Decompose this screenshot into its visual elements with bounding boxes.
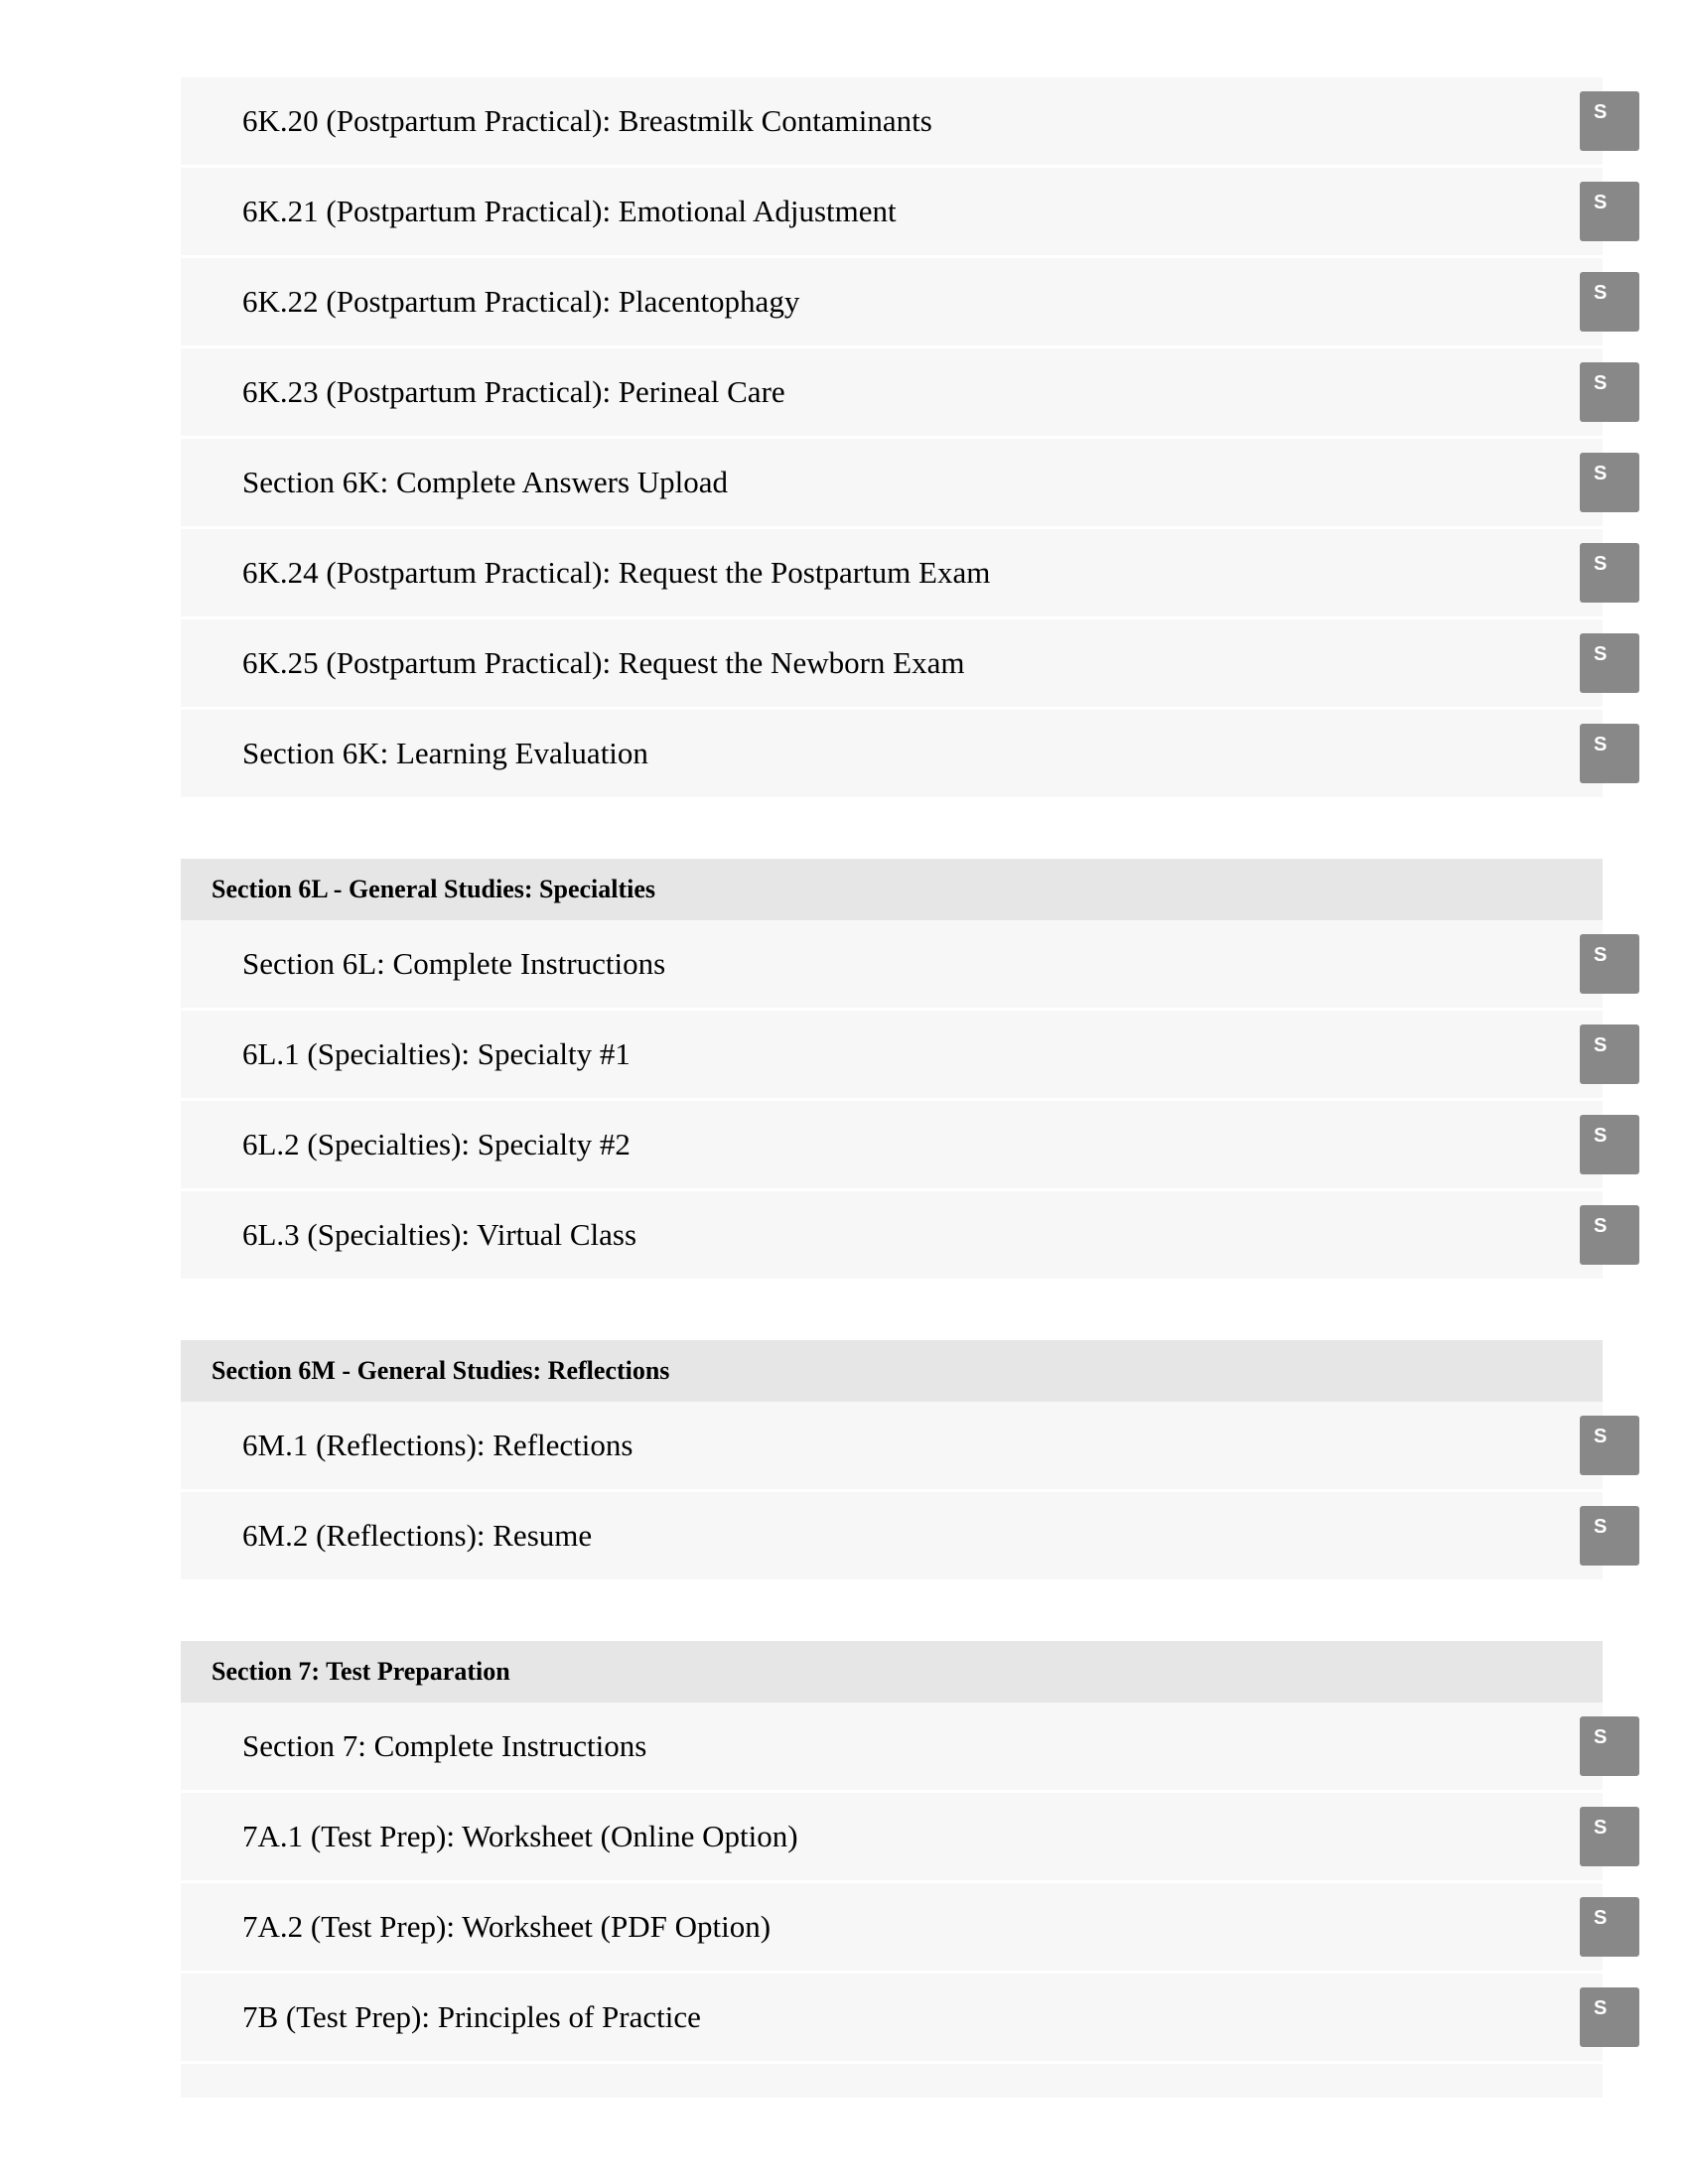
item-label: Section 7: Complete Instructions: [242, 1728, 647, 1763]
list-footer: [181, 2064, 1603, 2098]
start-button[interactable]: S: [1580, 453, 1639, 512]
item-label: 6K.21 (Postpartum Practical): Emotional Adjustment: [242, 194, 897, 228]
list-item[interactable]: [181, 619, 1608, 710]
item-label: 6M.1 (Reflections): Reflections: [242, 1428, 633, 1462]
start-button[interactable]: S: [1580, 1897, 1639, 1957]
start-button[interactable]: S: [1580, 934, 1639, 994]
list-item[interactable]: [181, 1191, 1608, 1279]
item-label: 6K.22 (Postpartum Practical): Placentophagy: [242, 284, 800, 319]
start-button[interactable]: S: [1580, 1205, 1639, 1265]
list-item[interactable]: [181, 1703, 1608, 1793]
item-label: 7A.1 (Test Prep): Worksheet (Online Option): [242, 1819, 798, 1853]
section-header: Section 6L - General Studies: Specialties: [181, 859, 1603, 920]
start-button[interactable]: S: [1580, 1024, 1639, 1084]
start-button[interactable]: S: [1580, 1115, 1639, 1174]
start-button[interactable]: S: [1580, 724, 1639, 783]
list-item[interactable]: [181, 77, 1608, 168]
section-header: Section 7: Test Preparation: [181, 1641, 1603, 1703]
start-button[interactable]: S: [1580, 1807, 1639, 1866]
item-label: 6L.2 (Specialties): Specialty #2: [242, 1127, 631, 1161]
item-label: 6L.3 (Specialties): Virtual Class: [242, 1217, 637, 1252]
item-label: 6L.1 (Specialties): Specialty #1: [242, 1036, 631, 1071]
item-label: 6K.23 (Postpartum Practical): Perineal Care: [242, 374, 785, 409]
section-group-6l: [181, 859, 1608, 1279]
list-item[interactable]: [181, 439, 1608, 529]
item-label: 6K.20 (Postpartum Practical): Breastmilk Contaminants: [242, 103, 932, 138]
section-group-6m: [181, 1340, 1608, 1579]
section-group-7: [181, 1641, 1608, 2098]
start-button[interactable]: S: [1580, 1987, 1639, 2047]
list-item[interactable]: [181, 1883, 1608, 1974]
section-header: Section 6M - General Studies: Reflections: [181, 1340, 1603, 1402]
start-button[interactable]: S: [1580, 1416, 1639, 1475]
item-label: 7B (Test Prep): Principles of Practice: [242, 1999, 701, 2034]
list-item[interactable]: [181, 1793, 1608, 1883]
list-item[interactable]: [181, 168, 1608, 258]
start-button[interactable]: S: [1580, 1716, 1639, 1776]
start-button[interactable]: S: [1580, 1506, 1639, 1566]
start-button[interactable]: S: [1580, 182, 1639, 241]
item-label: Section 6K: Complete Answers Upload: [242, 465, 729, 499]
item-label: Section 6K: Learning Evaluation: [242, 736, 648, 770]
list-item[interactable]: [181, 529, 1608, 619]
start-button[interactable]: S: [1580, 543, 1639, 603]
item-label: 6M.2 (Reflections): Resume: [242, 1518, 593, 1553]
list-item[interactable]: [181, 710, 1608, 797]
course-outline: [181, 77, 1608, 2098]
list-item[interactable]: [181, 1402, 1608, 1492]
item-label: 6K.24 (Postpartum Practical): Request the Postpartum Exam: [242, 555, 991, 590]
list-item[interactable]: [181, 258, 1608, 348]
start-button[interactable]: S: [1580, 362, 1639, 422]
list-item[interactable]: [181, 1101, 1608, 1191]
item-label: 6K.25 (Postpartum Practical): Request the Newborn Exam: [242, 645, 965, 680]
start-button[interactable]: S: [1580, 91, 1639, 151]
section-group-6k: [181, 77, 1608, 797]
item-label: 7A.2 (Test Prep): Worksheet (PDF Option): [242, 1909, 772, 1944]
list-item[interactable]: [181, 1974, 1608, 2064]
start-button[interactable]: S: [1580, 272, 1639, 332]
list-item[interactable]: [181, 920, 1608, 1011]
list-item[interactable]: [181, 348, 1608, 439]
item-label: Section 6L: Complete Instructions: [242, 946, 666, 981]
start-button[interactable]: S: [1580, 633, 1639, 693]
list-item[interactable]: [181, 1492, 1608, 1579]
list-item[interactable]: [181, 1011, 1608, 1101]
